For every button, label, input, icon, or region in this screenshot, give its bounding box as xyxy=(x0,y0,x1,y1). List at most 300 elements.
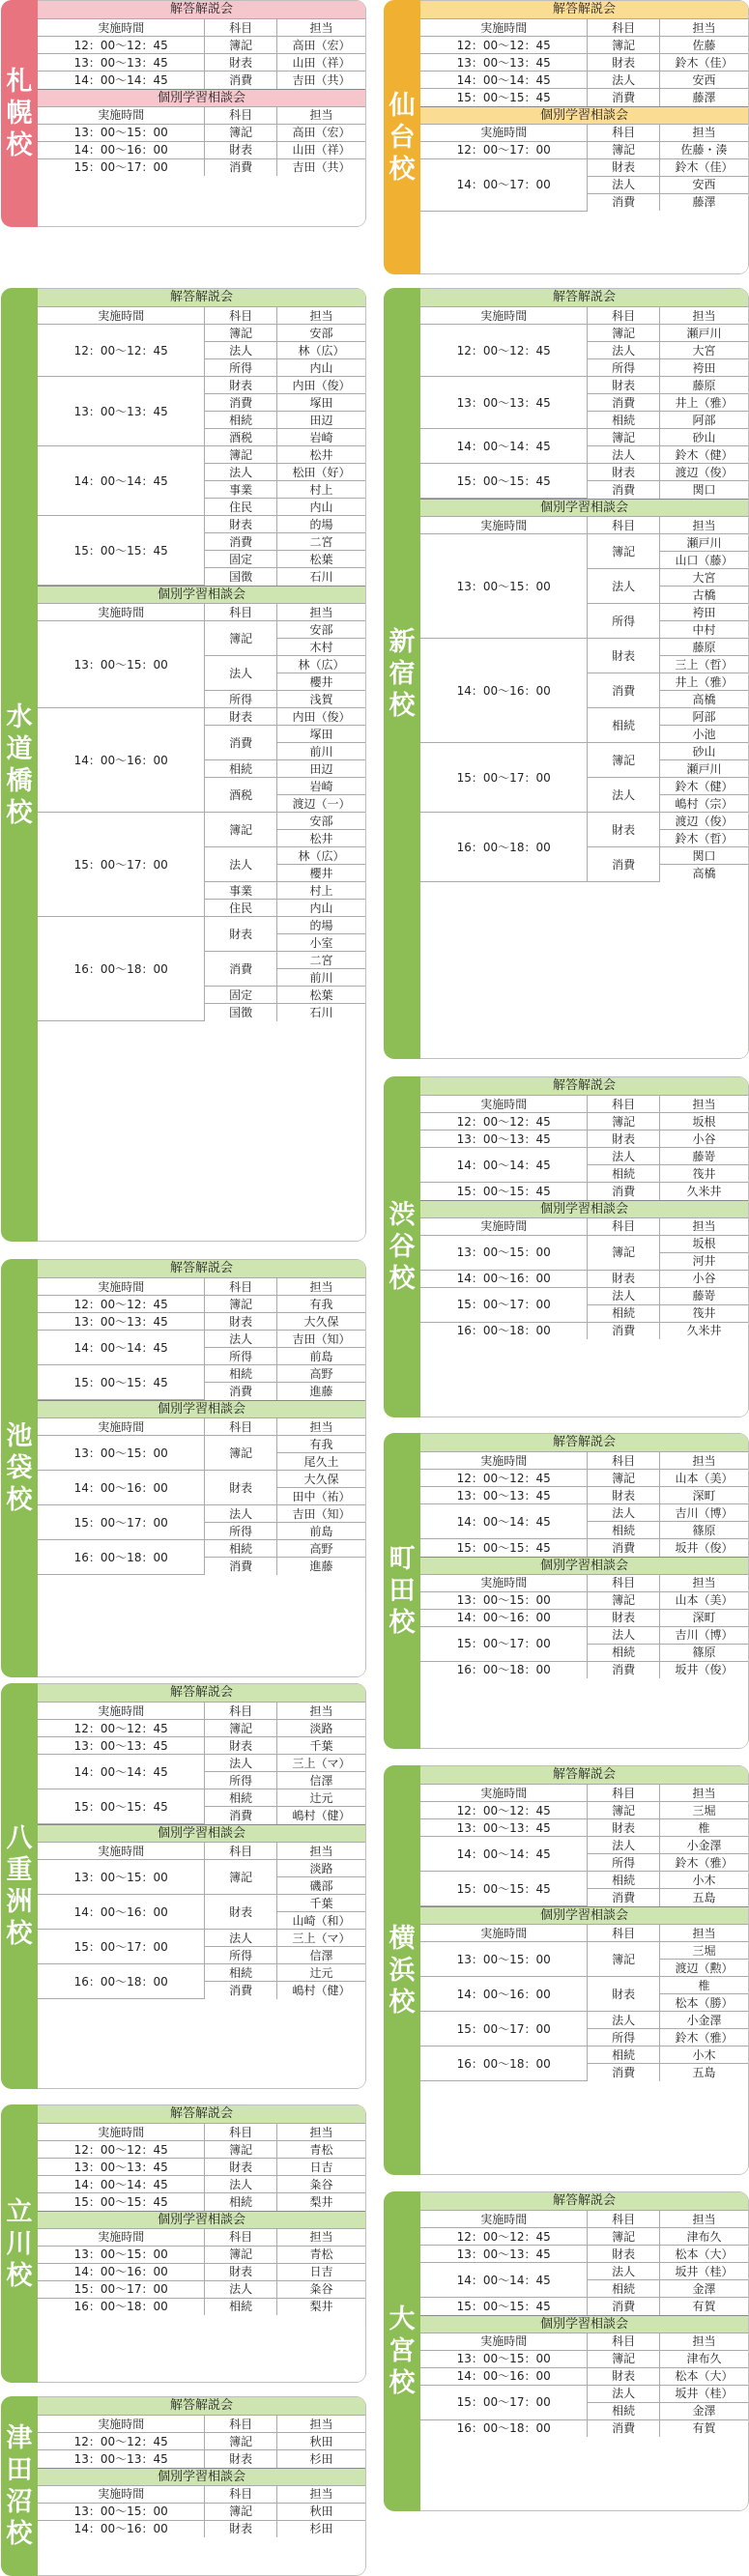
school-card-ikebukuro xyxy=(1,1259,366,1677)
subject-cell: 法人 xyxy=(588,1504,660,1522)
subject-cell: 財表 xyxy=(205,141,277,158)
schedule-table xyxy=(420,1574,748,1679)
time-cell: 16：00～18：00 xyxy=(420,1661,588,1678)
subject-cell: 所得 xyxy=(205,1772,277,1789)
subject-cell: 財表 xyxy=(205,708,277,726)
consultation-header: 個別学習相談会 xyxy=(420,1200,748,1217)
subject-cell: 法人 xyxy=(588,1626,660,1644)
subject-cell: 酒税 xyxy=(205,429,277,446)
staff-cell: 山本（美） xyxy=(659,1591,748,1609)
column-header-staff: 担当 xyxy=(276,2124,365,2141)
staff-cell: 三上（マ） xyxy=(276,1755,365,1772)
qa-session-header: 解答解説会 xyxy=(38,289,365,306)
staff-cell: 林（広） xyxy=(276,342,365,359)
staff-cell: 藤澤 xyxy=(659,193,748,211)
staff-cell: 青松 xyxy=(276,2141,365,2159)
table-row xyxy=(38,1895,365,1912)
subject-cell: 簿記 xyxy=(205,124,277,141)
staff-cell: 鈴木（佳） xyxy=(659,54,748,72)
time-cell: 12：00～12：45 xyxy=(38,37,205,54)
table-row xyxy=(420,1591,748,1609)
staff-cell: 的場 xyxy=(276,516,365,533)
staff-cell: 佐藤・湊 xyxy=(659,141,748,158)
subject-cell: 法人 xyxy=(205,2176,277,2193)
subject-cell: 相続 xyxy=(588,1872,660,1889)
staff-cell: 杉田 xyxy=(276,2520,365,2537)
staff-cell: 有賀 xyxy=(659,2298,748,2315)
column-header-subject: 科目 xyxy=(205,1418,277,1436)
column-header-staff: 担当 xyxy=(659,2211,748,2228)
time-cell: 13：00～13：45 xyxy=(420,54,588,72)
schedule-table xyxy=(420,1217,748,1340)
staff-cell: 袴田 xyxy=(659,359,748,377)
column-header-staff: 担当 xyxy=(276,604,365,621)
school-name: 立 川 校 xyxy=(6,2196,33,2291)
table-row xyxy=(38,54,365,72)
subject-cell: 法人 xyxy=(205,1930,277,1947)
time-cell: 14：00～14：45 xyxy=(38,2176,205,2193)
column-header-subject: 科目 xyxy=(588,307,660,325)
subject-cell: 財表 xyxy=(205,2520,277,2537)
staff-cell: 日吉 xyxy=(276,2159,365,2176)
table-row xyxy=(420,1539,748,1557)
qa-session-header: 解答解説会 xyxy=(420,1434,748,1451)
table-row xyxy=(38,2433,365,2450)
table-row xyxy=(38,1720,365,1737)
table-row xyxy=(420,1183,748,1200)
column-header-staff: 担当 xyxy=(659,19,748,37)
subject-cell: 簿記 xyxy=(588,1470,660,1487)
time-cell: 15：00～15：45 xyxy=(420,1539,588,1557)
school-name-label xyxy=(1,288,38,1242)
consultation-section xyxy=(420,2315,748,2438)
table-row xyxy=(420,1942,748,1960)
table-row xyxy=(38,2298,365,2315)
time-cell: 14：00～16：00 xyxy=(38,1471,205,1505)
subject-cell: 財表 xyxy=(588,158,660,176)
school-name-label xyxy=(1,2396,38,2576)
time-cell: 13：00～13：45 xyxy=(420,1487,588,1504)
staff-cell: 藤澤 xyxy=(659,89,748,106)
staff-cell: 渡辺（勲） xyxy=(659,1960,748,1977)
school-name: 水 道 橋 校 xyxy=(6,701,33,828)
qa-session-section xyxy=(38,1,365,89)
schedule-table xyxy=(420,1924,748,2081)
staff-cell: 吉田（知） xyxy=(276,1331,365,1348)
subject-cell: 簿記 xyxy=(205,813,277,847)
qa-session-section xyxy=(420,1766,748,1906)
subject-cell: 消費 xyxy=(205,158,277,176)
qa-session-section xyxy=(420,1077,748,1200)
qa-session-header: 解答解説会 xyxy=(38,1260,365,1277)
consultation-section xyxy=(420,1906,748,2081)
subject-cell: 簿記 xyxy=(588,325,660,342)
subject-cell: 財表 xyxy=(588,639,660,673)
table-row xyxy=(38,2520,365,2537)
staff-cell: 高野 xyxy=(276,1365,365,1383)
staff-cell: 小金澤 xyxy=(659,2012,748,2029)
column-header-staff: 担当 xyxy=(659,1785,748,1802)
school-name-label xyxy=(384,288,420,1059)
time-cell: 15：00～15：45 xyxy=(420,89,588,106)
staff-cell: 山崎（和） xyxy=(276,1912,365,1930)
time-cell: 13：00～13：45 xyxy=(420,2246,588,2263)
time-cell: 14：00～14：45 xyxy=(38,1755,205,1789)
schedule-table xyxy=(38,603,365,1021)
time-cell: 12：00～12：45 xyxy=(420,1802,588,1819)
school-name-label xyxy=(1,1259,38,1677)
qa-session-header: 解答解説会 xyxy=(420,1766,748,1784)
staff-cell: 安部 xyxy=(276,621,365,639)
column-header-time: 実施時間 xyxy=(420,1217,588,1235)
time-cell: 15：00～17：00 xyxy=(38,158,205,176)
column-header-staff: 担当 xyxy=(276,1703,365,1720)
subject-cell: 相続 xyxy=(588,1522,660,1539)
table-row xyxy=(420,72,748,89)
staff-cell: 坂根 xyxy=(659,1113,748,1131)
subject-cell: 所得 xyxy=(205,1947,277,1964)
subject-cell: 相続 xyxy=(205,1540,277,1558)
qa-session-section xyxy=(420,1,748,106)
subject-cell: 簿記 xyxy=(205,2433,277,2450)
staff-cell: 椎 xyxy=(659,1819,748,1837)
staff-cell: 小谷 xyxy=(659,1131,748,1148)
table-row xyxy=(38,516,365,533)
column-header-time: 実施時間 xyxy=(420,124,588,141)
staff-cell: 浅賀 xyxy=(276,691,365,708)
qa-session-header: 解答解説会 xyxy=(38,1684,365,1702)
subject-cell: 所得 xyxy=(205,691,277,708)
consultation-section xyxy=(420,1557,748,1679)
column-header-subject: 科目 xyxy=(205,604,277,621)
staff-cell: 小池 xyxy=(659,726,748,743)
table-row xyxy=(420,1609,748,1626)
staff-cell: 砂山 xyxy=(659,429,748,446)
column-header-time: 実施時間 xyxy=(38,1703,205,1720)
column-header-staff: 担当 xyxy=(276,1418,365,1436)
staff-cell: 千葉 xyxy=(276,1737,365,1755)
subject-cell: 消費 xyxy=(205,726,277,760)
time-cell: 13：00～13：45 xyxy=(38,1737,205,1755)
time-cell: 13：00～13：45 xyxy=(38,54,205,72)
table-row xyxy=(38,37,365,54)
staff-cell: 石川 xyxy=(276,1004,365,1021)
column-header-time: 実施時間 xyxy=(420,1096,588,1113)
consultation-header: 個別学習相談会 xyxy=(420,1906,748,1924)
school-name: 八 重 洲 校 xyxy=(6,1823,33,1949)
subject-cell: 財表 xyxy=(588,1270,660,1287)
subject-cell: 法人 xyxy=(588,1148,660,1165)
table-row xyxy=(420,1287,748,1304)
staff-cell: 松田（好） xyxy=(276,464,365,481)
subject-cell: 相続 xyxy=(205,1789,277,1807)
table-row xyxy=(38,158,365,176)
column-header-subject: 科目 xyxy=(588,2211,660,2228)
subject-cell: 消費 xyxy=(588,847,660,882)
table-row xyxy=(420,1504,748,1522)
column-header-time: 実施時間 xyxy=(420,1574,588,1591)
time-cell: 14：00～14：45 xyxy=(420,1837,588,1872)
table-row xyxy=(420,2246,748,2263)
staff-cell: 松本（大） xyxy=(659,2246,748,2263)
time-cell: 15：00～17：00 xyxy=(420,2012,588,2046)
school-name: 津 田 沼 校 xyxy=(6,2423,33,2549)
subject-cell: 相続 xyxy=(588,1165,660,1183)
subject-cell: 財表 xyxy=(205,2159,277,2176)
staff-cell: 坂井（桂） xyxy=(659,2385,748,2402)
staff-cell: 秋田 xyxy=(276,2503,365,2520)
column-header-staff: 担当 xyxy=(276,1278,365,1296)
subject-cell: 財表 xyxy=(205,917,277,952)
staff-cell: 渡辺（俊） xyxy=(659,464,748,481)
table-row xyxy=(420,639,748,656)
school-name: 仙 台 校 xyxy=(389,90,416,185)
table-row xyxy=(420,2012,748,2029)
qa-session-header: 解答解説会 xyxy=(420,2192,748,2210)
column-header-subject: 科目 xyxy=(588,1452,660,1470)
time-cell: 14：00～16：00 xyxy=(38,141,205,158)
subject-cell: 法人 xyxy=(588,2385,660,2402)
time-cell: 15：00～15：45 xyxy=(38,2193,205,2211)
school-schedule xyxy=(38,0,366,227)
subject-cell: 相続 xyxy=(205,2193,277,2211)
time-cell: 12：00～12：45 xyxy=(420,1470,588,1487)
subject-cell: 簿記 xyxy=(588,37,660,54)
table-row xyxy=(38,2193,365,2211)
staff-cell: 阿部 xyxy=(659,412,748,429)
table-row xyxy=(420,37,748,54)
staff-cell: 塚田 xyxy=(276,726,365,743)
table-row xyxy=(420,2367,748,2385)
subject-cell: 簿記 xyxy=(588,429,660,446)
table-row xyxy=(420,464,748,481)
subject-cell: 所得 xyxy=(205,1523,277,1540)
time-cell: 13：00～15：00 xyxy=(420,1942,588,1977)
staff-cell: 山口（藤） xyxy=(659,552,748,569)
subject-cell: 簿記 xyxy=(588,141,660,158)
subject-cell: 簿記 xyxy=(588,1235,660,1270)
subject-cell: 消費 xyxy=(588,394,660,412)
school-name: 大 宮 校 xyxy=(389,2304,416,2398)
table-row xyxy=(38,1505,365,1523)
staff-cell: 藤原 xyxy=(659,639,748,656)
table-row xyxy=(38,124,365,141)
consultation-section xyxy=(38,1824,365,1999)
time-cell: 14：00～17：00 xyxy=(420,158,588,211)
subject-cell: 相続 xyxy=(588,412,660,429)
subject-cell: 財表 xyxy=(588,813,660,847)
staff-cell: 進藤 xyxy=(276,1558,365,1575)
table-row xyxy=(420,1148,748,1165)
subject-cell: 財表 xyxy=(205,2450,277,2468)
staff-cell: 山田（祥） xyxy=(276,54,365,72)
staff-cell: 大久保 xyxy=(276,1471,365,1488)
subject-cell: 簿記 xyxy=(205,1436,277,1471)
schedule-table xyxy=(38,2485,365,2538)
subject-cell: 所得 xyxy=(588,1854,660,1872)
time-cell: 13：00～15：00 xyxy=(420,534,588,639)
column-header-subject: 科目 xyxy=(205,1843,277,1860)
column-header-subject: 科目 xyxy=(205,2228,277,2246)
school-name-label xyxy=(384,1765,420,2175)
table-row xyxy=(420,2046,748,2064)
time-cell: 13：00～13：45 xyxy=(38,377,205,446)
staff-cell: 小金澤 xyxy=(659,1837,748,1854)
staff-cell: 櫻井 xyxy=(276,865,365,882)
time-cell: 12：00～12：45 xyxy=(420,325,588,377)
table-row xyxy=(420,1837,748,1854)
staff-cell: 石川 xyxy=(276,568,365,586)
subject-cell: 法人 xyxy=(588,2263,660,2280)
column-header-staff: 担当 xyxy=(659,307,748,325)
subject-cell: 財表 xyxy=(205,377,277,394)
subject-cell: 簿記 xyxy=(205,1720,277,1737)
time-cell: 13：00～15：00 xyxy=(420,1235,588,1270)
staff-cell: 辻元 xyxy=(276,1789,365,1807)
table-row xyxy=(420,1802,748,1819)
subject-cell: 法人 xyxy=(588,446,660,464)
subject-cell: 法人 xyxy=(588,1287,660,1304)
time-cell: 13：00～15：00 xyxy=(420,1591,588,1609)
table-row xyxy=(38,325,365,342)
column-header-time: 実施時間 xyxy=(38,1418,205,1436)
staff-cell: 尾久土 xyxy=(276,1453,365,1471)
subject-cell: 財表 xyxy=(588,1131,660,1148)
column-header-staff: 担当 xyxy=(659,517,748,534)
staff-cell: 塚田 xyxy=(276,394,365,412)
consultation-header: 個別学習相談会 xyxy=(38,2211,365,2228)
subject-cell: 消費 xyxy=(205,1807,277,1824)
school-name-label xyxy=(384,1433,420,1749)
subject-cell: 簿記 xyxy=(205,2246,277,2263)
table-row xyxy=(420,1819,748,1837)
table-row xyxy=(38,1930,365,1947)
staff-cell: 安西 xyxy=(659,72,748,89)
time-cell: 14：00～16：00 xyxy=(38,1895,205,1930)
staff-cell: 日吉 xyxy=(276,2263,365,2280)
time-cell: 15：00～15：45 xyxy=(420,464,588,499)
table-row xyxy=(420,813,748,830)
school-name: 池 袋 校 xyxy=(6,1421,33,1515)
time-cell: 14：00～16：00 xyxy=(420,1270,588,1287)
school-card-tsudanuma xyxy=(1,2396,366,2576)
consultation-header: 個別学習相談会 xyxy=(38,89,365,106)
subject-cell: 住民 xyxy=(205,499,277,516)
subject-cell: 消費 xyxy=(588,1322,660,1339)
column-header-subject: 科目 xyxy=(205,2485,277,2503)
time-cell: 13：00～15：00 xyxy=(38,621,205,708)
column-header-subject: 科目 xyxy=(588,517,660,534)
subject-cell: 簿記 xyxy=(205,621,277,656)
subject-cell: 消費 xyxy=(588,2419,660,2437)
school-name-label xyxy=(1,2104,38,2383)
staff-cell: 関口 xyxy=(659,481,748,499)
time-cell: 12：00～12：45 xyxy=(38,325,205,377)
subject-cell: 簿記 xyxy=(588,534,660,569)
table-row xyxy=(38,1860,365,1877)
subject-cell: 消費 xyxy=(588,673,660,708)
table-row xyxy=(38,2263,365,2280)
column-header-time: 実施時間 xyxy=(38,19,205,37)
staff-cell: 吉川（博） xyxy=(659,1504,748,1522)
staff-cell: 前川 xyxy=(276,743,365,760)
table-row xyxy=(38,708,365,726)
column-header-time: 実施時間 xyxy=(420,2333,588,2350)
subject-cell: 財表 xyxy=(588,1819,660,1837)
table-row xyxy=(38,1964,365,1982)
staff-cell: 高橋 xyxy=(659,691,748,708)
staff-cell: 嶋村（健） xyxy=(276,1807,365,1824)
schedule-table xyxy=(420,2210,748,2315)
school-name-label xyxy=(384,2191,420,2511)
time-cell: 13：00～13：45 xyxy=(420,377,588,429)
schedule-table xyxy=(420,2333,748,2438)
staff-cell: 安部 xyxy=(276,325,365,342)
staff-cell: 河井 xyxy=(659,1252,748,1270)
time-cell: 15：00～15：45 xyxy=(38,1365,205,1400)
school-name: 札 幌 校 xyxy=(6,67,33,160)
column-header-time: 実施時間 xyxy=(420,1785,588,1802)
staff-cell: 岩崎 xyxy=(276,429,365,446)
time-cell: 15：00～15：45 xyxy=(420,2298,588,2315)
time-cell: 12：00～12：45 xyxy=(38,1720,205,1737)
subject-cell: 法人 xyxy=(205,1755,277,1772)
column-header-staff: 担当 xyxy=(659,1452,748,1470)
schedule-table xyxy=(420,306,748,499)
staff-cell: 松本（勝） xyxy=(659,1994,748,2012)
staff-cell: 吉川（博） xyxy=(659,1626,748,1644)
column-header-subject: 科目 xyxy=(205,106,277,124)
qa-session-header: 解答解説会 xyxy=(38,1,365,18)
table-row xyxy=(420,377,748,394)
schedule-table xyxy=(38,1417,365,1575)
consultation-header: 個別学習相談会 xyxy=(38,1400,365,1417)
time-cell: 13：00～13：45 xyxy=(38,2450,205,2468)
time-cell: 15：00～17：00 xyxy=(38,2280,205,2298)
subject-cell: 簿記 xyxy=(205,2141,277,2159)
staff-cell: 椎 xyxy=(659,1977,748,1994)
staff-cell: 吉田（知） xyxy=(276,1505,365,1523)
consultation-header: 個別学習相談会 xyxy=(420,106,748,124)
staff-cell: 青松 xyxy=(276,2246,365,2263)
subject-cell: 消費 xyxy=(588,2064,660,2081)
staff-cell: 林（広） xyxy=(276,656,365,673)
table-row xyxy=(38,2246,365,2263)
qa-session-header: 解答解説会 xyxy=(38,2397,365,2415)
staff-cell: 高田（宏） xyxy=(276,37,365,54)
subject-cell: 法人 xyxy=(588,72,660,89)
qa-session-header: 解答解説会 xyxy=(420,1077,748,1095)
staff-cell: 有我 xyxy=(276,1296,365,1313)
column-header-time: 実施時間 xyxy=(420,307,588,325)
subject-cell: 消費 xyxy=(588,1661,660,1678)
table-row xyxy=(420,1235,748,1252)
column-header-subject: 科目 xyxy=(588,1217,660,1235)
staff-cell: 粂谷 xyxy=(276,2176,365,2193)
staff-cell: 松井 xyxy=(276,446,365,464)
staff-cell: 高橋 xyxy=(659,865,748,882)
column-header-staff: 担当 xyxy=(659,1574,748,1591)
staff-cell: 佐藤 xyxy=(659,37,748,54)
staff-cell: 大宮 xyxy=(659,569,748,587)
subject-cell: 国徴 xyxy=(205,1004,277,1021)
staff-cell: 五島 xyxy=(659,1889,748,1906)
subject-cell: 簿記 xyxy=(588,2350,660,2367)
staff-cell: 梨井 xyxy=(276,2193,365,2211)
staff-cell: 袴田 xyxy=(659,604,748,621)
staff-cell: 大宮 xyxy=(659,342,748,359)
subject-cell: 所得 xyxy=(205,1348,277,1365)
